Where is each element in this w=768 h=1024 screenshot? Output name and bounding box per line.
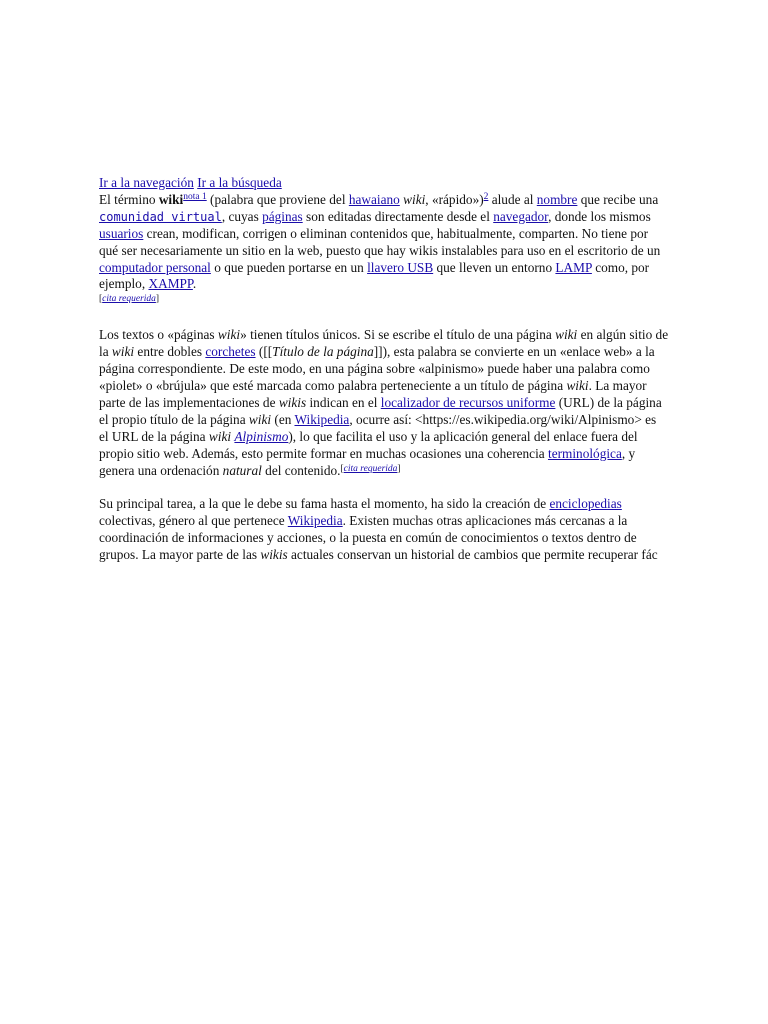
text: , donde los mismos (548, 208, 651, 224)
italic-wiki: wiki (403, 191, 426, 207)
note-1-link[interactable]: nota 1 (183, 191, 207, 202)
text: alude al (488, 191, 537, 207)
text: . Existen muchas otras aplicaciones más cercanas a la coordinación de informaciones y acciones, o la puesta en común de conocimientos o textos dentro de grupos. La mayor parte de las (99, 513, 637, 563)
text: que recibe una (577, 191, 659, 207)
text: crean, modifican, corrigen o eliminan contenidos que, habitualmente, comparten. No tiene por qué ser necesariamente un sitio en la web, puesto que hay wikis instalables para uso en el escritorio de un (99, 225, 661, 258)
italic-wikis: wikis (260, 547, 288, 563)
text: actuales conservan un historial de cambios que permite recuperar fác (287, 547, 658, 563)
link-xampp[interactable]: XAMPP (148, 276, 193, 292)
text: (en (271, 411, 295, 427)
text: . (192, 276, 197, 292)
paragraph-purpose (99, 496, 669, 564)
link-alpinismo[interactable]: Alpinismo (234, 428, 289, 444)
text: (URL) de la página el propio título de la página (99, 394, 662, 427)
italic-wiki: wiki (208, 428, 232, 444)
text: ), lo que facilita el uso y la aplicación general del enlace fuera del propio sitio web. Además, esto permite formar en muchas ocasiones una coherencia (99, 428, 638, 461)
link-wikipedia[interactable]: Wikipedia (287, 513, 343, 529)
italic-wiki: wiki (566, 377, 589, 393)
italic-titulo: Título de la página (272, 344, 374, 360)
text: o que pueden portarse en un (210, 259, 368, 275)
ref-2-link[interactable]: 2 (483, 191, 489, 202)
italic-wiki: wiki (217, 327, 241, 343)
citation-needed-link[interactable]: cita requerida (102, 294, 156, 305)
text: . La mayor parte de las implementaciones de (99, 377, 647, 410)
text: del contenido. (261, 462, 341, 478)
link-computador-personal[interactable]: computador personal (99, 259, 211, 275)
link-paginas[interactable]: páginas (262, 208, 303, 224)
text: indican en el (306, 394, 381, 410)
text: como, por ejemplo, (99, 259, 650, 292)
text: que lleven un entorno (433, 259, 556, 275)
link-usuarios[interactable]: usuarios (99, 225, 144, 241)
text: en algún sitio de la (99, 327, 669, 360)
text: ([[ (255, 344, 273, 360)
text: son editadas directamente desde el (302, 208, 494, 224)
paragraph-intro (99, 192, 669, 310)
italic-natural: natural (222, 462, 262, 478)
term-wiki: wiki (158, 191, 184, 207)
link-lamp[interactable]: LAMP (555, 259, 592, 275)
text: colectivas, género al que pertenece (99, 513, 288, 529)
link-corchetes[interactable]: corchetes (205, 344, 256, 360)
italic-wiki: wiki (555, 327, 578, 343)
skip-to-search-link[interactable]: Ir a la búsqueda (197, 175, 282, 190)
citation-needed-link[interactable]: cita requerida (343, 463, 398, 474)
text: entre dobles (134, 344, 206, 360)
citation-needed: [cita requerida] (99, 294, 160, 305)
text: (palabra que proviene del (206, 191, 349, 207)
link-enciclopedias[interactable]: enciclopedias (549, 496, 622, 512)
skip-links (99, 175, 669, 192)
text: , «rápido») (425, 191, 484, 207)
link-hawaiano[interactable]: hawaiano (348, 191, 400, 207)
link-navegador[interactable]: navegador (493, 208, 549, 224)
article-body (99, 175, 669, 564)
link-wikipedia[interactable]: Wikipedia (294, 411, 350, 427)
italic-wiki: wiki (111, 344, 135, 360)
text: ]]), esta palabra se convierte en un «enlace web» a la página correspondiente. De este modo, en una página sobre «alpinismo» puede haber una palabra como «piolet» o «brújula» que esté marcada como palabra perteneciente a un título de página (99, 344, 655, 393)
text: , ocurre así: <https://es.wikipedia.org/wiki/Alpinismo> es el URL de la página (99, 411, 657, 444)
text: , cuyas (221, 208, 263, 224)
link-llavero-usb[interactable]: llavero USB (367, 259, 434, 275)
text: , y genera una ordenación (99, 445, 636, 478)
citation-needed: [cita requerida] (340, 463, 401, 474)
italic-wiki: wiki (248, 411, 272, 427)
text: » tienen títulos únicos. Si se escribe el título de una página (240, 327, 556, 343)
link-localizador-url[interactable]: localizador de recursos uniforme (380, 394, 556, 410)
link-terminologica[interactable]: terminológica (548, 445, 622, 461)
link-comunidad-virtual[interactable]: comunidad virtual (99, 209, 222, 224)
skip-to-navigation-link[interactable]: Ir a la navegación (99, 175, 194, 190)
link-nombre[interactable]: nombre (536, 191, 578, 207)
paragraph-titles (99, 327, 669, 479)
note-ref (183, 192, 206, 202)
text: El término (99, 191, 159, 207)
italic-wikis: wikis (278, 394, 307, 410)
text: Su principal tarea, a la que le debe su fama hasta el momento, ha sido la creación de (99, 496, 550, 512)
text: Los textos o «páginas (99, 327, 218, 343)
